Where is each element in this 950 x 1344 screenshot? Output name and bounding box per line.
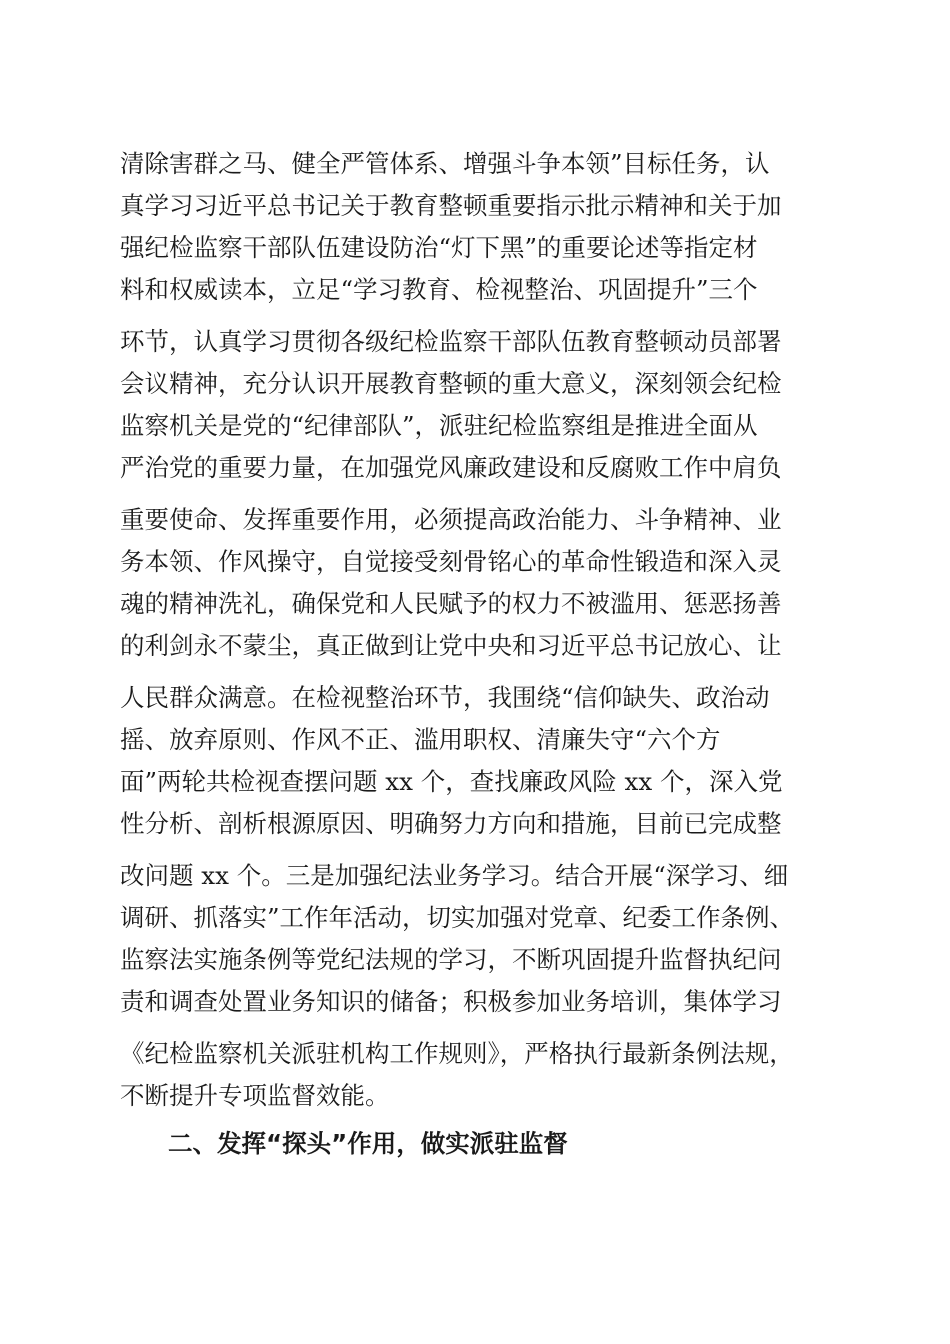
body-line: 责和调查处置业务知识的储备；积极参加业务培训，集体学习 <box>120 987 782 1016</box>
body-line: 监察机关是党的“纪律部队”，派驻纪检监察组是推进全面从 <box>120 411 758 440</box>
body-line: 改问题 xx 个。三是加强纪法业务学习。结合开展“深学习、细 <box>120 861 789 890</box>
section-heading: 二、发挥“探头”作用，做实派驻监督 <box>168 1129 568 1158</box>
body-line: 会议精神，充分认识开展教育整顿的重大意义，深刻领会纪检 <box>120 369 782 398</box>
body-line: 强纪检监察干部队伍建设防治“灯下黑”的重要论述等指定材 <box>120 233 758 262</box>
body-line: 的利剑永不蒙尘，真正做到让党中央和习近平总书记放心、让 <box>120 631 782 660</box>
body-line: 面”两轮共检视查摆问题 xx 个，查找廉政风险 xx 个，深入党 <box>120 767 783 796</box>
body-line: 《纪检监察机关派驻机构工作规则》，严格执行最新条例法规， <box>120 1039 794 1068</box>
body-line: 监察法实施条例等党纪法规的学习，不断巩固提升监督执纪问 <box>120 945 782 974</box>
body-line: 不断提升专项监督效能。 <box>120 1081 390 1110</box>
body-line: 真学习习近平总书记关于教育整顿重要指示批示精神和关于加 <box>120 191 782 220</box>
body-line: 人民群众满意。在检视整治环节，我围绕“信仰缺失、政治动 <box>120 683 770 712</box>
body-line: 摇、放弃原则、作风不正、滥用职权、清廉失守“六个方 <box>120 725 721 754</box>
body-line: 重要使命、发挥重要作用，必须提高政治能力、斗争精神、业 <box>120 505 782 534</box>
body-line: 魂的精神洗礼，确保党和人民赋予的权力不被滥用、惩恶扬善 <box>120 589 782 618</box>
body-line: 环节，认真学习贯彻各级纪检监察干部队伍教育整顿动员部署 <box>120 327 782 356</box>
body-line: 料和权威读本，立足“学习教育、检视整治、巩固提升”三个 <box>120 275 758 304</box>
body-line: 调研、抓落实”工作年活动，切实加强对党章、纪委工作条例、 <box>120 903 795 932</box>
body-line: 清除害群之马、健全严管体系、增强斗争本领”目标任务，认 <box>120 149 770 178</box>
body-line: 务本领、作风操守，自觉接受刻骨铭心的革命性锻造和深入灵 <box>120 547 782 576</box>
body-line: 严治党的重要力量，在加强党风廉政建设和反腐败工作中肩负 <box>120 453 782 482</box>
body-line: 性分析、剖析根源原因、明确努力方向和措施，目前已完成整 <box>120 809 782 838</box>
